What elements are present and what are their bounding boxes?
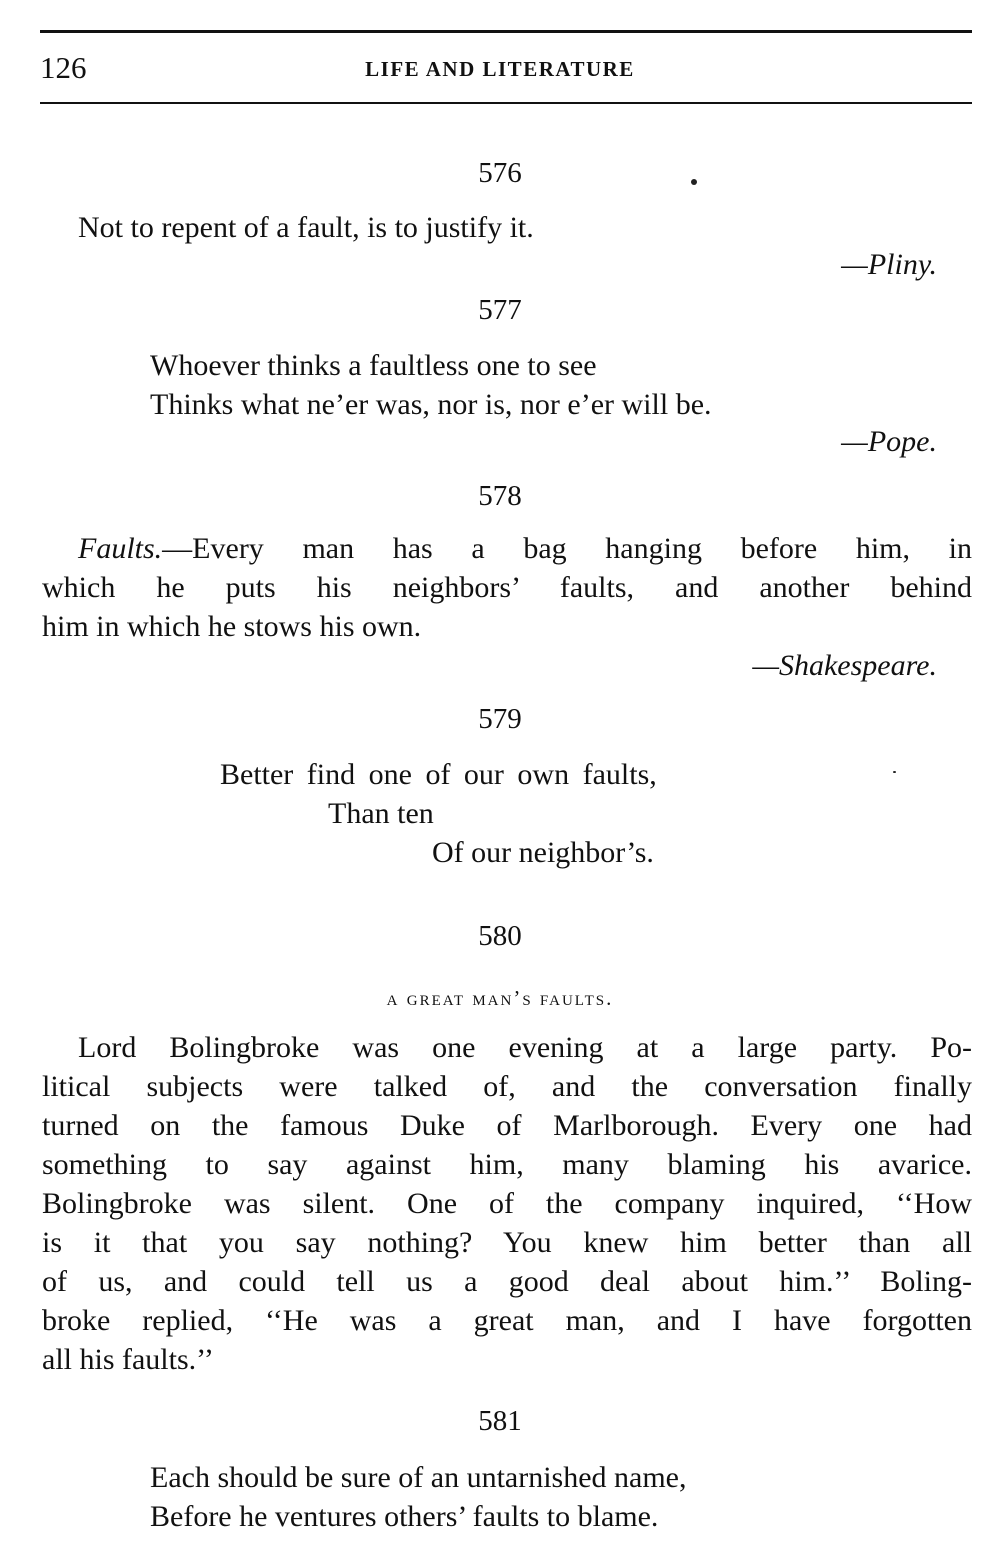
verse-line: Each should be sure of an untarnished name, — [150, 1461, 687, 1494]
attribution: —Pope. — [841, 425, 937, 458]
verse-line: Before he ventures others’ faults to blame. — [150, 1500, 659, 1533]
prose-line: which he puts his neighbors’ faults, and another behind — [42, 571, 972, 604]
section-heading: a great man’s faults. — [386, 986, 614, 1010]
attribution: —Pliny. — [841, 248, 937, 281]
prose-line: litical subjects were talked of, and the conversation finally — [42, 1070, 972, 1103]
prose-line: Lord Bolingbroke was one evening at a large party. Po- — [78, 1031, 972, 1064]
prose-line-text: —Every man has a bag hanging before him, in — [162, 532, 972, 565]
prose-line: all his faults.’’ — [42, 1343, 214, 1376]
verse-line: Thinks what ne’er was, nor is, nor e’er will be. — [150, 388, 712, 421]
lead-word: Faults. — [78, 532, 163, 565]
top-rule — [40, 30, 972, 33]
prose-line — [42, 532, 972, 571]
running-title: LIFE AND LITERATURE — [365, 57, 635, 81]
prose-line: something to say against him, many blaming his avarice. — [42, 1148, 972, 1181]
prose-line: turned on the famous Duke of Marlborough. Every one had — [42, 1109, 972, 1142]
header-rule — [40, 102, 972, 104]
print-speck — [893, 771, 896, 773]
entry-number-579: 579 — [478, 703, 522, 735]
verse-line: Better find one of our own faults, — [220, 758, 657, 791]
entry-number-581: 581 — [478, 1405, 522, 1437]
prose-line: of us, and could tell us a good deal about him.’’ Boling- — [42, 1265, 972, 1298]
prose-line: Bolingbroke was silent. One of the company inquired, ‘‘How — [42, 1187, 972, 1220]
verse-line: Than ten — [328, 797, 434, 830]
entry-number-578: 578 — [478, 480, 522, 512]
verse-line: Whoever thinks a faultless one to see — [150, 349, 597, 382]
page-number: 126 — [40, 50, 87, 85]
prose-line: is it that you say nothing? You knew him better than all — [42, 1226, 972, 1259]
print-speck — [691, 179, 697, 185]
verse-line: Of our neighbor’s. — [432, 836, 654, 869]
prose-line: him in which he stows his own. — [42, 610, 422, 643]
prose-line: broke replied, ‘‘He was a great man, and I have forgotten — [42, 1304, 972, 1337]
entry-number-576: 576 — [478, 157, 522, 189]
quote-line: Not to repent of a fault, is to justify it. — [78, 211, 534, 244]
entry-number-577: 577 — [478, 294, 522, 326]
entry-number-580: 580 — [478, 920, 522, 952]
attribution: —Shakespeare. — [752, 649, 937, 682]
